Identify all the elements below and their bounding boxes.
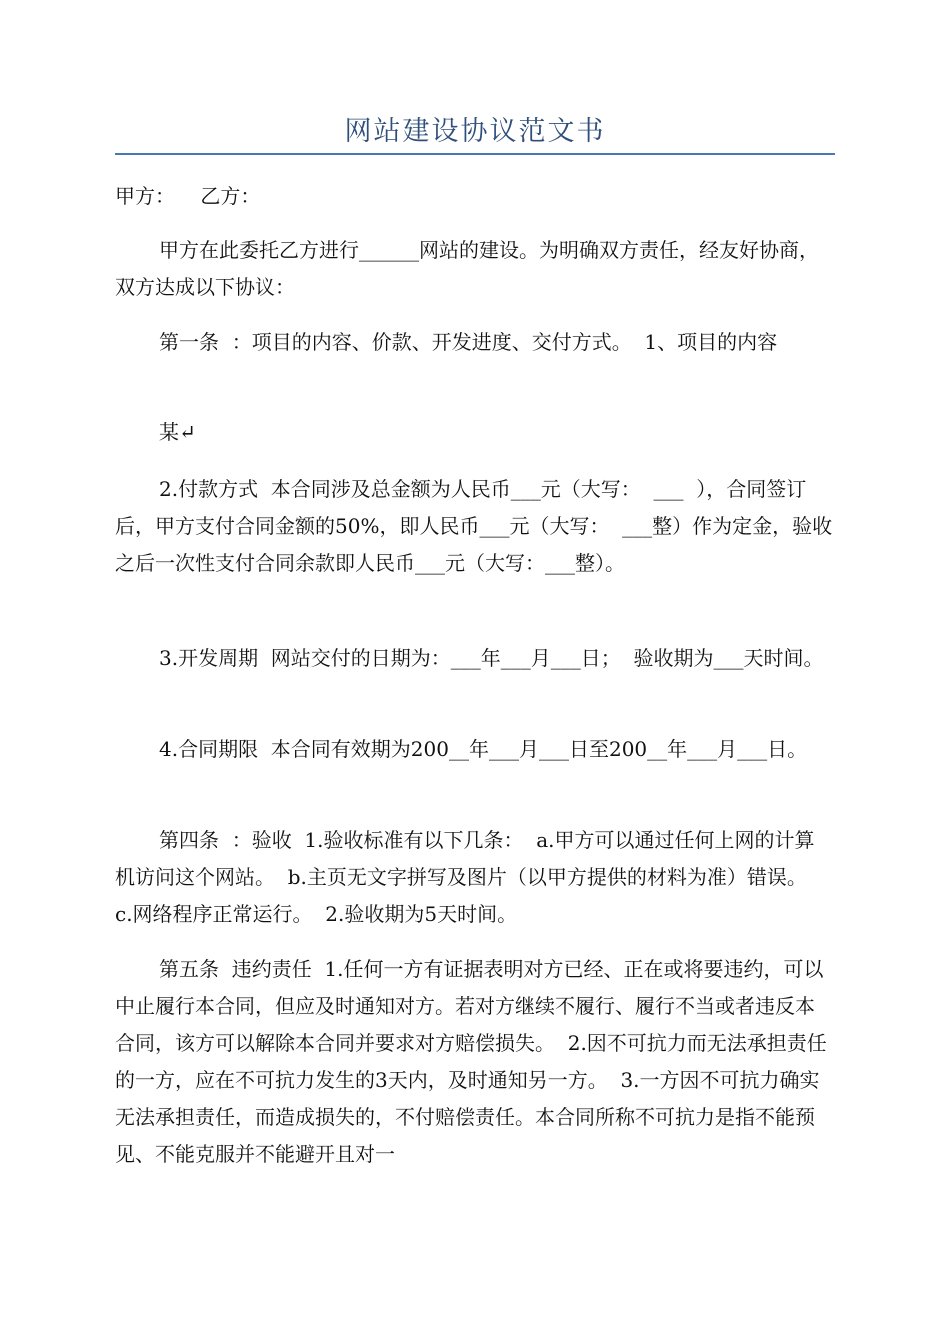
article-four-paragraph: 第四条 ：验收 1.验收标准有以下几条： a.甲方可以通过任何上网的计算机访问这个网站。 b.主页无文字拼写及图片（以甲方提供的材料为准）错误。 c.网络程序正常运行。 2.验收期为5天时间。 <box>115 828 820 926</box>
development-period-paragraph: 3.开发周期 网站交付的日期为：___年___月___日； 验收期为___天时间。 <box>159 646 824 670</box>
parties-line: 甲方： 乙方： <box>115 184 261 208</box>
content-item-paragraph: 某↵ <box>159 420 196 444</box>
intro-paragraph: 甲方在此委托乙方进行______网站的建设。为明确双方责任，经友好协商，双方达成以下协议： <box>115 238 819 299</box>
payment-paragraph: 2.付款方式 本合同涉及总金额为人民币___元（大写： ___ ），合同签订后，甲方支付合同金额的50%，即人民币___元（大写： ___整）作为定金，验收之后一次性支付合同余款即人民币___元（大写：___整）。 <box>115 477 833 575</box>
contract-term-paragraph: 4.合同期限 本合同有效期为200__年___月___日至200__年___月___日。 <box>159 737 808 761</box>
article-five-paragraph: 第五条 违约责任 1.任何一方有证据表明对方已经、正在或将要违约，可以中止履行本合同，但应及时通知对方。若对方继续不履行、履行不当或者违反本合同，该方可以解除本合同并要求对方赔偿损失。 2.因不可抗力而无法承担责任的一方，应在不可抗力发生的3天内，及时通知另一方。 3.一方因不可抗力确实无法承担责任，而造成损失的，不付赔偿责任。本合同所称不可抗力是指不能预见、不能克服并不能避开且对一 <box>115 957 827 1166</box>
title-underline <box>115 153 835 155</box>
document-title: 网站建设协议范文书 <box>344 116 606 147</box>
article-one-paragraph: 第一条 ：项目的内容、价款、开发进度、交付方式。 1、项目的内容 <box>159 330 778 354</box>
